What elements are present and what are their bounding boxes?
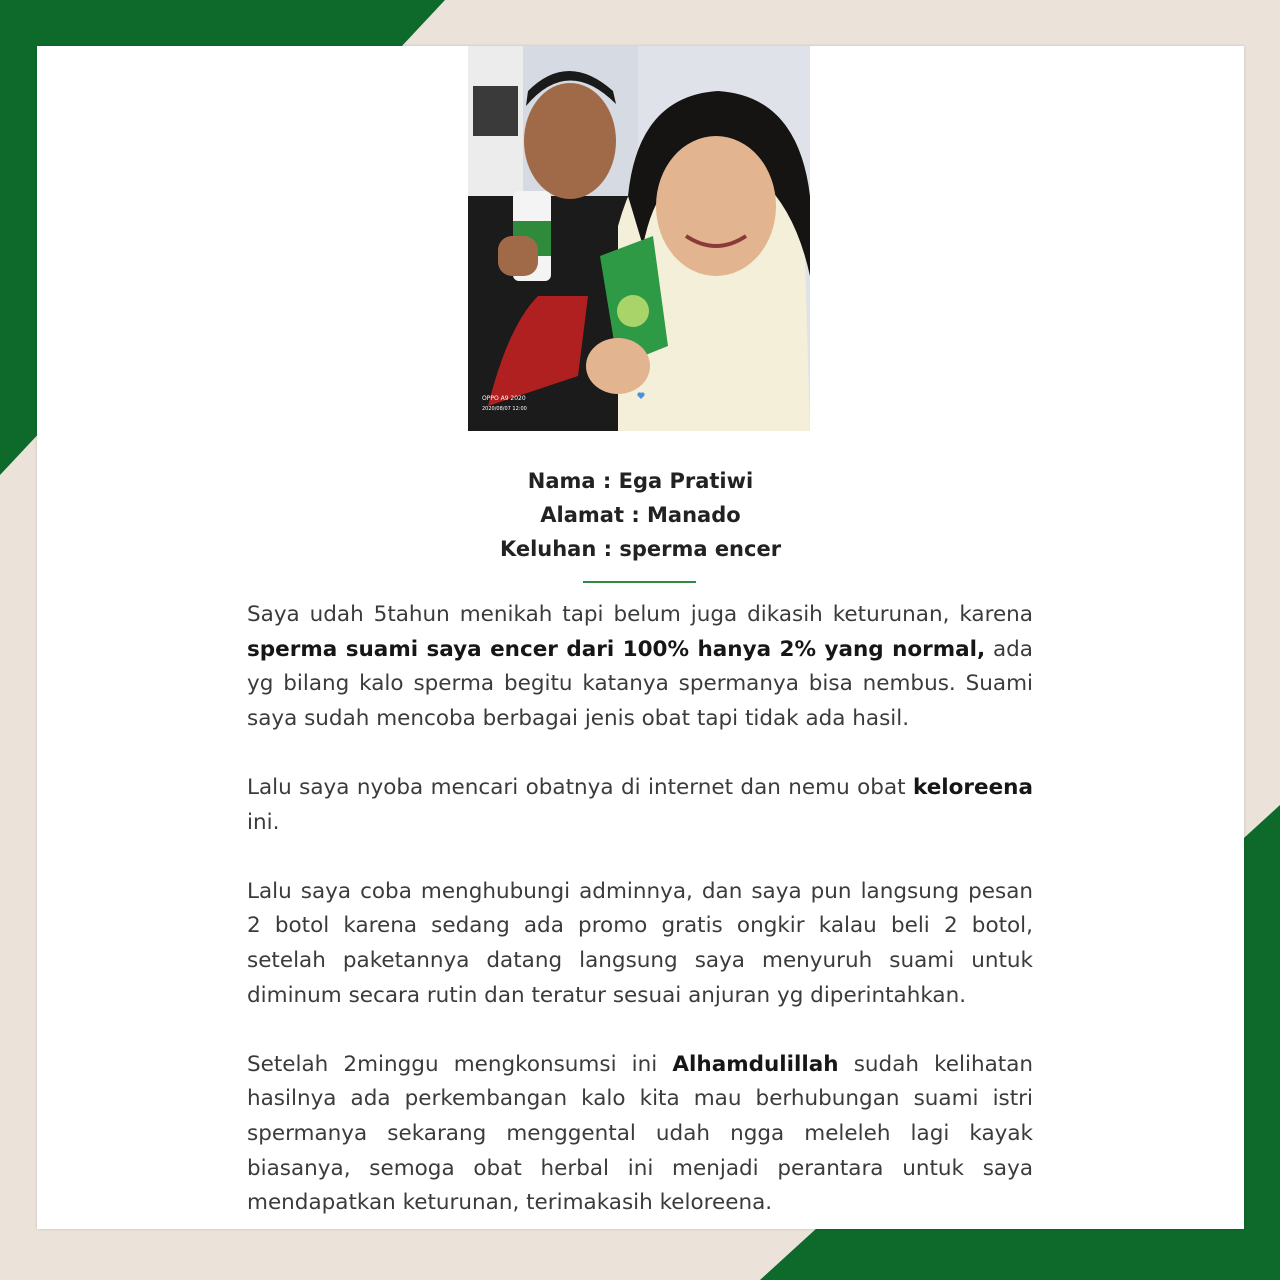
paragraph-2 bbox=[247, 771, 1033, 840]
testimonial-text bbox=[247, 598, 1033, 1255]
photo-watermark-date: 2020/08/07 12:00 bbox=[482, 406, 527, 412]
divider-line bbox=[583, 581, 696, 583]
paragraph-1 bbox=[247, 598, 1033, 736]
paragraph-1-text-a: Saya udah 5tahun menikah tapi belum juga dikasih keturunan, karena bbox=[247, 602, 1033, 627]
customer-info bbox=[37, 464, 1244, 566]
customer-address: Alamat : Manado bbox=[540, 503, 741, 527]
paragraph-2-bold: keloreena bbox=[912, 774, 1033, 800]
paragraph-1-bold: sperma suami saya encer dari 100% hanya 2% yang normal, bbox=[247, 636, 986, 662]
photo-watermark-model: OPPO A9 2020 bbox=[482, 395, 526, 402]
paragraph-3: Lalu saya coba menghubungi adminnya, dan saya pun langsung pesan 2 botol karena sedang ada promo gratis ongkir kalau beli 2 botol, setelah paketannya datang langsung saya menyuruh suami untuk diminum secara rutin dan teratur sesuai anjuran yg diperintahkan. bbox=[247, 878, 1033, 1008]
paragraph-4-text-a: Setelah 2minggu mengkonsumsi ini bbox=[247, 1051, 673, 1077]
paragraph-4 bbox=[247, 1048, 1033, 1221]
paragraph-4-text-b: sudah kelihatan hasilnya ada perkembangan kalo kita mau berhubungan suami istri spermanya sekarang menggental udah ngga meleleh lagi kayak biasanya, semoga obat herbal ini menjadi perantara untuk saya mendapatkan keturunan, terimakasih keloreena. bbox=[247, 1051, 1034, 1216]
paragraph-2-text-b: ini. bbox=[247, 809, 280, 835]
paragraph-1-text-b: ada yg bilang kalo sperma begitu katanya spermanya bisa nembus. Suami saya sudah mencoba berbagai jenis obat tapi tidak ada hasil. bbox=[247, 636, 1033, 731]
paragraph-2-text-a: Lalu saya nyoba mencari obatnya di internet dan nemu obat bbox=[247, 774, 913, 800]
paragraph-4-bold: Alhamdulillah bbox=[672, 1051, 839, 1077]
customer-name: Nama : Ega Pratiwi bbox=[527, 469, 754, 493]
customer-complaint: Keluhan : sperma encer bbox=[499, 537, 782, 561]
customer-photo bbox=[468, 46, 810, 431]
testimonial-card bbox=[37, 46, 1244, 1229]
